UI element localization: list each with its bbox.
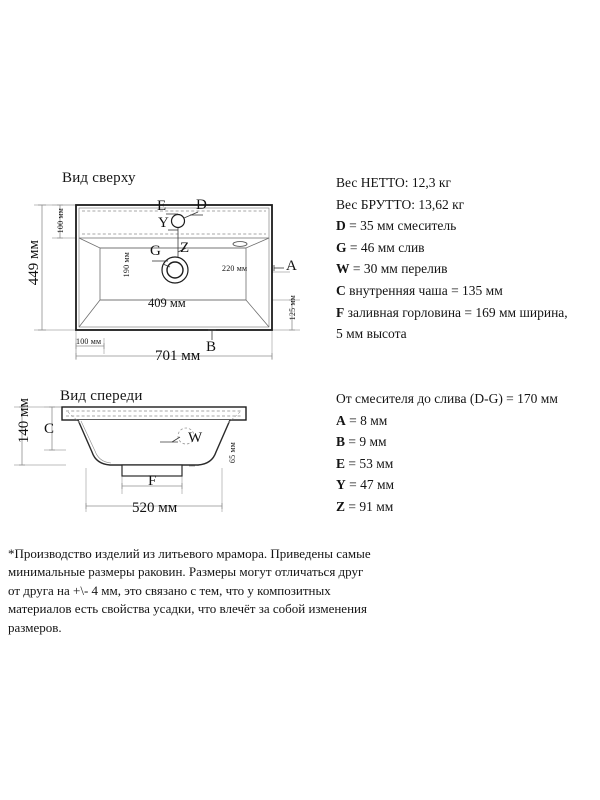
spec-primary-row bbox=[336, 215, 594, 237]
front-dim-140: 140 мм bbox=[16, 398, 32, 444]
top-view-drawing bbox=[0, 160, 330, 370]
top-callout-E: E bbox=[157, 198, 167, 214]
spec-primary-row bbox=[336, 280, 594, 302]
top-dim-width-701: 701 мм bbox=[155, 348, 201, 364]
top-dim-front-125: 125 мм bbox=[288, 295, 297, 321]
spec-secondary-symbol: B bbox=[336, 434, 346, 450]
spec-primary-row bbox=[336, 302, 594, 324]
spec-primary-row bbox=[336, 323, 594, 345]
spec-primary-row bbox=[336, 172, 594, 194]
spec-secondary-row bbox=[336, 431, 594, 453]
spec-secondary-text: От смесителя до слива (D-G) = 170 мм bbox=[336, 391, 558, 406]
spec-secondary-text: = 47 мм bbox=[345, 477, 395, 493]
spec-primary-row bbox=[336, 258, 594, 280]
top-callout-G: G bbox=[150, 243, 161, 259]
top-dim-left-100: 100 мм bbox=[76, 337, 102, 346]
top-callout-D: D bbox=[196, 197, 207, 213]
top-dim-bowl-190: 190 мм bbox=[122, 252, 131, 278]
front-callout-C: C bbox=[44, 421, 55, 437]
front-dim-520: 520 мм bbox=[132, 500, 178, 516]
spec-secondary-row bbox=[336, 453, 594, 475]
top-callout-Z: Z bbox=[180, 240, 190, 256]
spec-secondary-row bbox=[336, 496, 594, 518]
spec-secondary-row bbox=[336, 474, 594, 496]
spec-primary-text: = 46 мм слив bbox=[346, 239, 425, 255]
spec-secondary-row bbox=[336, 410, 594, 432]
spec-secondary-symbol: Z bbox=[336, 498, 346, 514]
spec-list-secondary bbox=[336, 388, 594, 518]
front-view-title: Вид спереди bbox=[60, 388, 143, 404]
spec-primary-symbol: F bbox=[336, 304, 345, 320]
top-dim-449: 449 мм bbox=[26, 240, 42, 286]
spec-primary-text: заливная горловина = 169 мм ширина, bbox=[344, 304, 568, 320]
spec-primary-symbol: C bbox=[336, 282, 346, 298]
spec-primary-text: внутренняя чаша = 135 мм bbox=[345, 282, 503, 298]
spec-secondary-symbol: E bbox=[336, 455, 346, 471]
spec-secondary-symbol: A bbox=[336, 412, 346, 428]
top-view-title: Вид сверху bbox=[62, 170, 136, 186]
spec-secondary-text: = 8 мм bbox=[345, 412, 388, 428]
top-callout-A: A bbox=[286, 258, 297, 274]
spec-primary-text: Вес БРУТТО: 13,62 кг bbox=[336, 196, 465, 212]
top-dim-bowl-409: 409 мм bbox=[148, 296, 186, 310]
front-callout-W: W bbox=[188, 430, 203, 446]
top-view-geometry bbox=[0, 160, 330, 370]
spec-primary-text: = 30 мм перелив bbox=[349, 261, 448, 277]
spec-secondary-text: = 53 мм bbox=[345, 455, 394, 471]
spec-secondary-text: = 9 мм bbox=[345, 434, 387, 450]
spec-primary-text: 5 мм высота bbox=[336, 326, 407, 342]
spec-primary-row bbox=[336, 194, 594, 216]
spec-secondary-text: = 91 мм bbox=[345, 498, 394, 514]
front-dim-overflow-65: 65 мм bbox=[228, 442, 237, 464]
top-callout-Y: Y bbox=[158, 215, 169, 231]
front-callout-F: F bbox=[148, 473, 157, 489]
spec-secondary-symbol: Y bbox=[336, 477, 346, 493]
top-dim-right-220: 220 мм bbox=[222, 264, 248, 273]
spec-primary-symbol: G bbox=[336, 239, 347, 255]
top-dim-shelf-100: 100 мм bbox=[56, 208, 65, 234]
spec-secondary-row bbox=[336, 388, 594, 410]
footnote-text: *Производство изделий из литьевого мрамора. Приведены самые минимальные размеры раковин. Размеры могут отличаться друг от друга на +\- 4 мм, это связано с тем, что у композитных материалов есть свойства усадки, что влечёт за собой изменения размеров. bbox=[8, 546, 371, 635]
spec-list-primary bbox=[336, 172, 594, 345]
spec-primary-row bbox=[336, 237, 594, 259]
spec-primary-text: = 35 мм смеситель bbox=[345, 218, 457, 234]
spec-primary-symbol: D bbox=[336, 218, 346, 234]
spec-primary-text: Вес НЕТТО: 12,3 кг bbox=[336, 175, 451, 190]
top-callout-B: B bbox=[206, 339, 217, 355]
spec-primary-symbol: W bbox=[336, 261, 350, 277]
